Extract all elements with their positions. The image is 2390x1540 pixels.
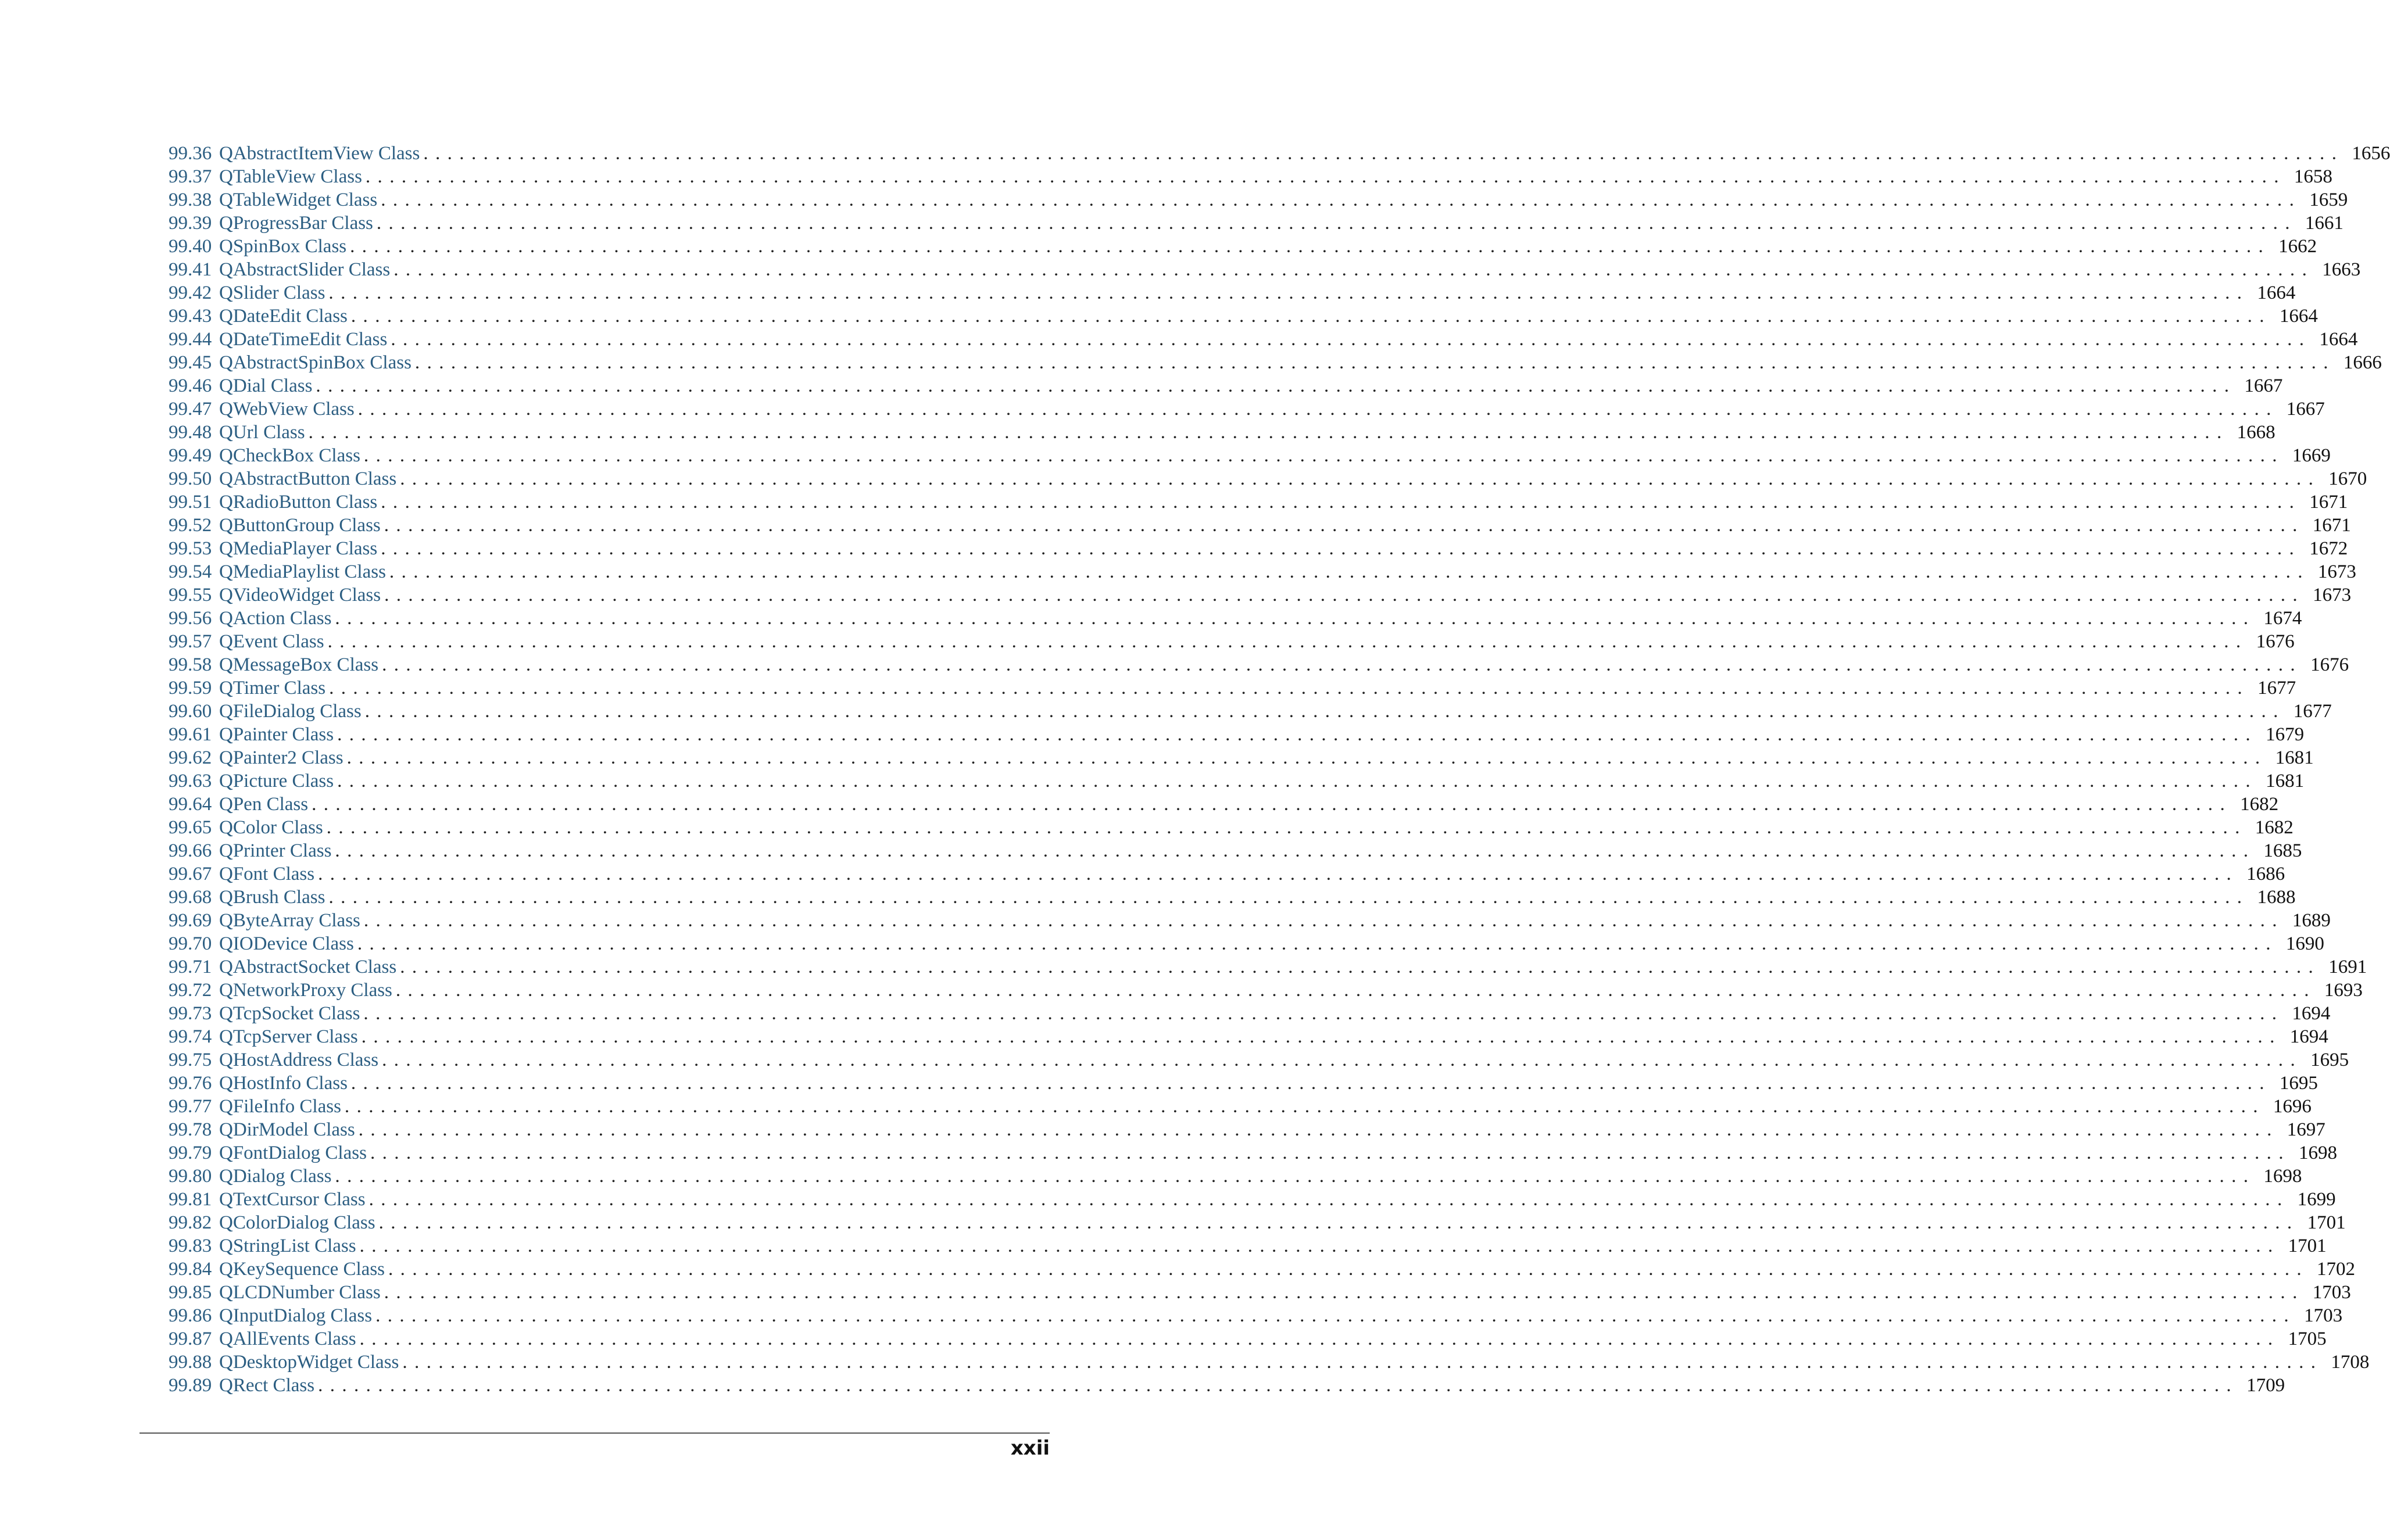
toc-entry-page[interactable]: 1701 bbox=[2288, 1235, 2327, 1256]
toc-dot-leader: ................................................................................................................................................................ bbox=[344, 1096, 2265, 1117]
toc-entry-page[interactable]: 1682 bbox=[2255, 817, 2294, 838]
toc-entry-number[interactable]: 99.77 bbox=[169, 1096, 212, 1117]
toc-entry-title-link[interactable]: QTableView Class bbox=[219, 166, 362, 187]
toc-entry-page[interactable]: 1682 bbox=[2240, 794, 2279, 815]
toc-entry[interactable] bbox=[169, 793, 2279, 816]
toc-entry-title-link[interactable]: QFileInfo Class bbox=[219, 1096, 341, 1117]
toc-entry-page[interactable]: 1701 bbox=[2307, 1212, 2346, 1233]
toc-dot-leader: ................................................................................................................................................................ bbox=[363, 445, 2284, 466]
toc-entry[interactable] bbox=[169, 1025, 2328, 1048]
toc-entry[interactable] bbox=[169, 955, 2367, 979]
toc-entry-number[interactable]: 99.63 bbox=[169, 771, 212, 792]
toc-entry-page[interactable]: 1694 bbox=[2292, 1003, 2331, 1024]
toc-entry-page[interactable]: 1693 bbox=[2324, 980, 2363, 1001]
toc-entry-title-link[interactable]: QDialog Class bbox=[219, 1166, 332, 1187]
toc-dot-leader: ................................................................................................................................................................ bbox=[335, 840, 2256, 861]
footer-divider bbox=[139, 1432, 1050, 1434]
toc-entry[interactable] bbox=[169, 1211, 2346, 1234]
toc-entry[interactable] bbox=[169, 932, 2324, 955]
toc-entry-page[interactable]: 1663 bbox=[2322, 259, 2361, 280]
toc-entry[interactable] bbox=[169, 444, 2331, 467]
toc-dot-leader: ................................................................................................................................................................ bbox=[365, 166, 2286, 187]
toc-entry-number[interactable]: 99.39 bbox=[169, 213, 212, 234]
toc-entry-number[interactable]: 99.58 bbox=[169, 654, 212, 675]
toc-dot-leader: ................................................................................................................................................................ bbox=[384, 515, 2305, 536]
toc-dot-leader: ................................................................................................................................................................ bbox=[359, 1328, 2280, 1349]
toc-entry[interactable] bbox=[169, 514, 2351, 537]
toc-entry-title-link[interactable]: QAbstractSocket Class bbox=[219, 957, 397, 977]
toc-dot-leader: ................................................................................................................................................................ bbox=[381, 538, 2302, 559]
toc-entry[interactable] bbox=[169, 1095, 2312, 1118]
toc-entry-title-link[interactable]: QColor Class bbox=[219, 817, 323, 838]
toc-entry-title-link[interactable]: QDirModel Class bbox=[219, 1119, 355, 1140]
toc-entry-title-link[interactable]: QAbstractItemView Class bbox=[219, 143, 420, 164]
toc-entry-title-link[interactable]: QSpinBox Class bbox=[219, 236, 347, 257]
toc-entry[interactable] bbox=[169, 351, 2382, 374]
toc-entry-title-link[interactable]: QAbstractButton Class bbox=[219, 468, 397, 489]
toc-dot-leader: ................................................................................................................................................................ bbox=[395, 980, 2316, 1001]
toc-entry-page[interactable]: 1668 bbox=[2237, 422, 2275, 443]
toc-entry-page[interactable]: 1703 bbox=[2312, 1282, 2351, 1303]
toc-entry[interactable] bbox=[169, 1258, 2356, 1281]
toc-dot-leader: ................................................................................................................................................................ bbox=[335, 608, 2256, 629]
toc-entry-title-link[interactable]: QEvent Class bbox=[219, 631, 324, 652]
toc-entry-number[interactable]: 99.87 bbox=[169, 1328, 212, 1349]
toc-dot-leader: ................................................................................................................................................................ bbox=[381, 492, 2302, 513]
toc-entry-page[interactable]: 1708 bbox=[2331, 1352, 2370, 1373]
toc-entry-page[interactable]: 1677 bbox=[2257, 678, 2296, 699]
toc-entry-title-link[interactable]: QTableWidget Class bbox=[219, 189, 378, 210]
toc-entry[interactable] bbox=[169, 537, 2348, 560]
toc-entry-title-link[interactable]: QTimer Class bbox=[219, 678, 326, 699]
toc-entry-number[interactable]: 99.84 bbox=[169, 1259, 212, 1280]
toc-entry[interactable] bbox=[169, 560, 2356, 583]
toc-entry-number[interactable]: 99.57 bbox=[169, 631, 212, 652]
toc-dot-leader: ................................................................................................................................................................ bbox=[350, 1073, 2271, 1094]
toc-entry-title-link[interactable]: QRect Class bbox=[219, 1375, 315, 1396]
toc-entry[interactable] bbox=[169, 1327, 2327, 1351]
toc-dot-leader: ................................................................................................................................................................ bbox=[363, 910, 2284, 931]
toc-entry-title-link[interactable]: QAbstractSpinBox Class bbox=[219, 352, 412, 373]
toc-entry[interactable] bbox=[169, 188, 2348, 212]
toc-entry-number[interactable]: 99.64 bbox=[169, 794, 212, 815]
toc-entry-number[interactable]: 99.51 bbox=[169, 492, 212, 513]
toc-dot-leader: ................................................................................................................................................................ bbox=[357, 933, 2278, 954]
toc-entry-title-link[interactable]: QTcpSocket Class bbox=[219, 1003, 360, 1024]
toc-entry[interactable] bbox=[169, 816, 2294, 839]
toc-entry-number[interactable]: 99.55 bbox=[169, 585, 212, 606]
toc-entry-number[interactable]: 99.72 bbox=[169, 980, 212, 1001]
toc-entry[interactable] bbox=[169, 839, 2302, 862]
toc-dot-leader: ................................................................................................................................................................ bbox=[382, 654, 2303, 675]
toc-dot-leader: ................................................................................................................................................................ bbox=[381, 189, 2302, 210]
toc-entry-page[interactable]: 1681 bbox=[2275, 747, 2314, 768]
toc-entry-number[interactable]: 99.43 bbox=[169, 306, 212, 327]
toc-dot-leader: ................................................................................................................................................................ bbox=[388, 1259, 2309, 1280]
toc-entry-page[interactable]: 1671 bbox=[2312, 515, 2351, 536]
toc-dot-leader: ................................................................................................................................................................ bbox=[326, 817, 2247, 838]
toc-entry-number[interactable]: 99.88 bbox=[169, 1352, 212, 1373]
toc-entry[interactable] bbox=[169, 235, 2317, 258]
toc-entry-title-link[interactable]: QFileDialog Class bbox=[219, 701, 362, 722]
toc-entry[interactable] bbox=[169, 1072, 2318, 1095]
toc-entry-number[interactable]: 99.52 bbox=[169, 515, 212, 536]
toc-dot-leader: ................................................................................................................................................................ bbox=[357, 399, 2278, 420]
toc-entry[interactable] bbox=[169, 1118, 2325, 1141]
toc-dot-leader: ................................................................................................................................................................ bbox=[335, 1166, 2256, 1187]
toc-entry-number[interactable]: 99.78 bbox=[169, 1119, 212, 1140]
toc-entry[interactable] bbox=[169, 723, 2305, 746]
toc-entry-number[interactable]: 99.70 bbox=[169, 933, 212, 954]
toc-entry-title-link[interactable]: QMediaPlaylist Class bbox=[219, 561, 386, 582]
toc-dot-leader: ................................................................................................................................................................ bbox=[337, 724, 2258, 745]
toc-entry-number[interactable]: 99.40 bbox=[169, 236, 212, 257]
toc-entry-number[interactable]: 99.81 bbox=[169, 1189, 212, 1210]
toc-dot-leader: ................................................................................................................................................................ bbox=[359, 1235, 2280, 1256]
toc-entry-title-link[interactable]: QHostInfo Class bbox=[219, 1073, 348, 1094]
toc-entry-title-link[interactable]: QDateEdit Class bbox=[219, 306, 348, 327]
toc-entry-page[interactable]: 1698 bbox=[2298, 1143, 2337, 1163]
toc-entry-page[interactable]: 1691 bbox=[2328, 957, 2367, 977]
toc-entry[interactable] bbox=[169, 886, 2296, 909]
toc-entry-number[interactable]: 99.74 bbox=[169, 1026, 212, 1047]
toc-entry-number[interactable]: 99.80 bbox=[169, 1166, 212, 1187]
toc-entry-page[interactable]: 1667 bbox=[2244, 375, 2283, 396]
toc-entry[interactable] bbox=[169, 1351, 2370, 1374]
toc-entry-number[interactable]: 99.79 bbox=[169, 1143, 212, 1163]
toc-entry-number[interactable]: 99.44 bbox=[169, 329, 212, 350]
toc-entry-number[interactable]: 99.60 bbox=[169, 701, 212, 722]
toc-entry-title-link[interactable]: QDesktopWidget Class bbox=[219, 1352, 399, 1373]
toc-entry-number[interactable]: 99.61 bbox=[169, 724, 212, 745]
toc-entry-title-link[interactable]: QPrinter Class bbox=[219, 840, 332, 861]
toc-dot-leader: ................................................................................................................................................................ bbox=[423, 143, 2344, 164]
toc-dot-leader: ................................................................................................................................................................ bbox=[368, 1189, 2289, 1210]
toc-dot-leader: ................................................................................................................................................................ bbox=[414, 352, 2335, 373]
toc-entry-title-link[interactable]: QPainter2 Class bbox=[219, 747, 344, 768]
toc-dot-leader: ................................................................................................................................................................ bbox=[316, 375, 2237, 396]
toc-entry[interactable] bbox=[169, 212, 2344, 235]
toc-entry-title-link[interactable]: QRadioButton Class bbox=[219, 492, 378, 513]
toc-entry-number[interactable]: 99.49 bbox=[169, 445, 212, 466]
toc-entry-page[interactable]: 1694 bbox=[2289, 1026, 2328, 1047]
toc-entry-title-link[interactable]: QFontDialog Class bbox=[219, 1143, 367, 1163]
toc-entry-number[interactable]: 99.59 bbox=[169, 678, 212, 699]
toc-entry-number[interactable]: 99.85 bbox=[169, 1282, 212, 1303]
toc-entry-page[interactable]: 1672 bbox=[2309, 538, 2348, 559]
toc-dot-leader: ................................................................................................................................................................ bbox=[376, 213, 2297, 234]
toc-entry-number[interactable]: 99.62 bbox=[169, 747, 212, 768]
toc-dot-leader: ................................................................................................................................................................ bbox=[370, 1143, 2291, 1163]
toc-dot-leader: ................................................................................................................................................................ bbox=[312, 794, 2232, 815]
toc-dot-leader: ................................................................................................................................................................ bbox=[393, 259, 2314, 280]
toc-entry-page[interactable]: 1688 bbox=[2257, 887, 2296, 908]
toc-dot-leader: ................................................................................................................................................................ bbox=[329, 678, 2250, 699]
toc-entry-page[interactable]: 1702 bbox=[2317, 1259, 2356, 1280]
toc-entry[interactable] bbox=[169, 979, 2363, 1002]
toc-entry-title-link[interactable]: QProgressBar Class bbox=[219, 213, 373, 234]
toc-entry-title-link[interactable]: QButtonGroup Class bbox=[219, 515, 381, 536]
toc-entry[interactable] bbox=[169, 1188, 2336, 1211]
toc-entry[interactable] bbox=[169, 1002, 2331, 1025]
toc-entry[interactable] bbox=[169, 862, 2285, 886]
toc-dot-leader: ................................................................................................................................................................ bbox=[358, 1119, 2279, 1140]
toc-dot-leader: ................................................................................................................................................................ bbox=[350, 306, 2271, 327]
toc-entry-number[interactable]: 99.42 bbox=[169, 282, 212, 303]
toc-entry-title-link[interactable]: QDial Class bbox=[219, 375, 313, 396]
toc-entry-page[interactable]: 1685 bbox=[2263, 840, 2302, 861]
toc-entry-page[interactable]: 1677 bbox=[2293, 701, 2332, 722]
toc-entry-page[interactable]: 1662 bbox=[2278, 236, 2317, 257]
toc-entry-title-link[interactable]: QStringList Class bbox=[219, 1235, 356, 1256]
toc-dot-leader: ................................................................................................................................................................ bbox=[328, 887, 2249, 908]
toc-entry-page[interactable]: 1697 bbox=[2287, 1119, 2325, 1140]
toc-entry-page[interactable]: 1673 bbox=[2313, 585, 2352, 606]
toc-entry-page[interactable]: 1695 bbox=[2279, 1073, 2318, 1094]
toc-entry-number[interactable]: 99.76 bbox=[169, 1073, 212, 1094]
toc-entry[interactable] bbox=[169, 1165, 2302, 1188]
toc-entry[interactable] bbox=[169, 165, 2332, 188]
toc-dot-leader: ................................................................................................................................................................ bbox=[346, 747, 2267, 768]
toc-dot-leader: ................................................................................................................................................................ bbox=[318, 864, 2239, 884]
toc-entry-title-link[interactable]: QAbstractSlider Class bbox=[219, 259, 391, 280]
toc-entry-page[interactable]: 1661 bbox=[2305, 213, 2344, 234]
toc-entry-title-link[interactable]: QBrush Class bbox=[219, 887, 325, 908]
toc-entry[interactable] bbox=[169, 909, 2331, 932]
toc-entry-number[interactable]: 99.53 bbox=[169, 538, 212, 559]
toc-dot-leader: ................................................................................................................................................................ bbox=[361, 1026, 2282, 1047]
toc-entry-page[interactable]: 1709 bbox=[2246, 1375, 2285, 1396]
toc-entry-number[interactable]: 99.83 bbox=[169, 1235, 212, 1256]
toc-entry[interactable] bbox=[169, 1374, 2285, 1397]
toc-entry-title-link[interactable]: QPicture Class bbox=[219, 771, 334, 792]
toc-entry-title-link[interactable]: QKeySequence Class bbox=[219, 1259, 385, 1280]
toc-entry[interactable] bbox=[169, 1048, 2349, 1072]
toc-entry-title-link[interactable]: QUrl Class bbox=[219, 422, 305, 443]
toc-entry-page[interactable]: 1681 bbox=[2266, 771, 2305, 792]
toc-entry-number[interactable]: 99.86 bbox=[169, 1305, 212, 1326]
toc-dot-leader: ................................................................................................................................................................ bbox=[378, 1212, 2299, 1233]
toc-entry-title-link[interactable]: QPainter Class bbox=[219, 724, 334, 745]
toc-entry-number[interactable]: 99.75 bbox=[169, 1050, 212, 1070]
toc-entry-number[interactable]: 99.66 bbox=[169, 840, 212, 861]
toc-entry-page[interactable]: 1659 bbox=[2309, 189, 2348, 210]
toc-entry-page[interactable]: 1667 bbox=[2286, 399, 2325, 420]
toc-entry-page[interactable]: 1664 bbox=[2257, 282, 2296, 303]
toc-entry-title-link[interactable]: QMediaPlayer Class bbox=[219, 538, 378, 559]
toc-entry[interactable] bbox=[169, 397, 2325, 421]
toc-dot-leader: ................................................................................................................................................................ bbox=[318, 1375, 2239, 1396]
toc-dot-leader: ................................................................................................................................................................ bbox=[400, 957, 2321, 977]
toc-dot-leader: ................................................................................................................................................................ bbox=[308, 422, 2229, 443]
toc-dot-leader: ................................................................................................................................................................ bbox=[384, 1282, 2305, 1303]
toc-entry[interactable] bbox=[169, 374, 2283, 397]
toc-entry[interactable] bbox=[169, 1141, 2337, 1165]
toc-entry-page[interactable]: 1673 bbox=[2317, 561, 2356, 582]
toc-entry-page[interactable]: 1705 bbox=[2288, 1328, 2327, 1349]
toc-entry-number[interactable]: 99.54 bbox=[169, 561, 212, 582]
toc-dot-leader: ................................................................................................................................................................ bbox=[350, 236, 2271, 257]
toc-entry-title-link[interactable]: QFont Class bbox=[219, 864, 315, 884]
toc-entry-number[interactable]: 99.69 bbox=[169, 910, 212, 931]
toc-dot-leader: ................................................................................................................................................................ bbox=[337, 771, 2258, 792]
toc-entry[interactable] bbox=[169, 583, 2352, 607]
toc-entry-title-link[interactable]: QInputDialog Class bbox=[219, 1305, 373, 1326]
toc-entry-title-link[interactable]: QDateTimeEdit Class bbox=[219, 329, 388, 350]
toc-entry[interactable] bbox=[169, 769, 2305, 793]
toc-entry-page[interactable]: 1666 bbox=[2343, 352, 2382, 373]
toc-entry-page[interactable]: 1676 bbox=[2310, 654, 2349, 675]
toc-entry[interactable] bbox=[169, 281, 2296, 305]
toc-entry-number[interactable]: 99.89 bbox=[169, 1375, 212, 1396]
toc-entry-title-link[interactable]: QSlider Class bbox=[219, 282, 325, 303]
toc-entry-number[interactable]: 99.65 bbox=[169, 817, 212, 838]
toc-entry[interactable] bbox=[169, 653, 2349, 676]
toc-entry-number[interactable]: 99.45 bbox=[169, 352, 212, 373]
toc-entry-page[interactable]: 1656 bbox=[2352, 143, 2390, 164]
toc-entry-title-link[interactable]: QIODevice Class bbox=[219, 933, 354, 954]
toc-entry-page[interactable]: 1689 bbox=[2292, 910, 2331, 931]
toc-dot-leader: ................................................................................................................................................................ bbox=[375, 1305, 2296, 1326]
toc-entry-page[interactable]: 1669 bbox=[2292, 445, 2331, 466]
toc-entry-page[interactable]: 1695 bbox=[2310, 1050, 2349, 1070]
toc-entry-title-link[interactable]: QTcpServer Class bbox=[219, 1026, 358, 1047]
toc-entry-page[interactable]: 1686 bbox=[2246, 864, 2285, 884]
toc-entry[interactable] bbox=[169, 421, 2275, 444]
toc-entry-number[interactable]: 99.36 bbox=[169, 143, 212, 164]
toc-dot-leader: ................................................................................................................................................................ bbox=[389, 561, 2310, 582]
toc-entry-title-link[interactable]: QPen Class bbox=[219, 794, 309, 815]
toc-entry-number[interactable]: 99.41 bbox=[169, 259, 212, 280]
toc-entry-title-link[interactable]: QTextCursor Class bbox=[219, 1189, 366, 1210]
toc-dot-leader: ................................................................................................................................................................ bbox=[384, 585, 2305, 606]
toc-dot-leader: ................................................................................................................................................................ bbox=[391, 329, 2312, 350]
toc-entry-title-link[interactable]: QMessageBox Class bbox=[219, 654, 379, 675]
toc-entry[interactable] bbox=[169, 676, 2296, 700]
toc-entry-title-link[interactable]: QHostAddress Class bbox=[219, 1050, 379, 1070]
toc-entry[interactable] bbox=[169, 630, 2295, 653]
toc-entry-number[interactable]: 99.73 bbox=[169, 1003, 212, 1024]
toc-entry[interactable] bbox=[169, 1234, 2327, 1258]
toc-entry-page[interactable]: 1658 bbox=[2294, 166, 2332, 187]
toc-entry-number[interactable]: 99.37 bbox=[169, 166, 212, 187]
toc-entry[interactable] bbox=[169, 328, 2358, 351]
toc-entry-title-link[interactable]: QAllEvents Class bbox=[219, 1328, 356, 1349]
toc-dot-leader: ................................................................................................................................................................ bbox=[364, 701, 2285, 722]
toc-entry[interactable] bbox=[169, 467, 2367, 490]
toc-entry-title-link[interactable]: QByteArray Class bbox=[219, 910, 360, 931]
toc-entry-page[interactable]: 1699 bbox=[2297, 1189, 2336, 1210]
toc-dot-leader: ................................................................................................................................................................ bbox=[328, 282, 2249, 303]
toc-entry-number[interactable]: 99.46 bbox=[169, 375, 212, 396]
toc-entry-number[interactable]: 99.67 bbox=[169, 864, 212, 884]
toc-entry-number[interactable]: 99.38 bbox=[169, 189, 212, 210]
toc-dot-leader: ................................................................................................................................................................ bbox=[402, 1352, 2323, 1373]
toc-dot-leader: ................................................................................................................................................................ bbox=[363, 1003, 2284, 1024]
toc-entry[interactable] bbox=[169, 1281, 2351, 1304]
toc-entry-title-link[interactable]: QWebView Class bbox=[219, 399, 355, 420]
toc-entry-page[interactable]: 1664 bbox=[2279, 306, 2318, 327]
toc-entry-page[interactable]: 1676 bbox=[2256, 631, 2295, 652]
toc-entry[interactable] bbox=[169, 142, 2390, 165]
toc-dot-leader: ................................................................................................................................................................ bbox=[327, 631, 2248, 652]
toc-entry[interactable] bbox=[169, 258, 2361, 281]
toc-entry-title-link[interactable]: QNetworkProxy Class bbox=[219, 980, 392, 1001]
toc-entry-page[interactable]: 1664 bbox=[2319, 329, 2358, 350]
table-of-contents bbox=[169, 142, 2390, 1397]
toc-entry-page[interactable]: 1690 bbox=[2285, 933, 2324, 954]
toc-entry[interactable] bbox=[169, 305, 2318, 328]
toc-entry-number[interactable]: 99.48 bbox=[169, 422, 212, 443]
toc-entry-page[interactable]: 1674 bbox=[2263, 608, 2302, 629]
toc-entry-page[interactable]: 1679 bbox=[2266, 724, 2305, 745]
toc-entry[interactable] bbox=[169, 490, 2348, 514]
toc-entry[interactable] bbox=[169, 700, 2332, 723]
toc-entry-page[interactable]: 1671 bbox=[2309, 492, 2348, 513]
toc-entry-number[interactable]: 99.71 bbox=[169, 957, 212, 977]
toc-entry-number[interactable]: 99.68 bbox=[169, 887, 212, 908]
toc-entry-page[interactable]: 1698 bbox=[2263, 1166, 2302, 1187]
toc-dot-leader: ................................................................................................................................................................ bbox=[382, 1050, 2303, 1070]
toc-entry-title-link[interactable]: QCheckBox Class bbox=[219, 445, 360, 466]
toc-entry-title-link[interactable]: QVideoWidget Class bbox=[219, 585, 381, 606]
page-number: xxii bbox=[1010, 1437, 1050, 1460]
toc-entry-number[interactable]: 99.56 bbox=[169, 608, 212, 629]
toc-entry-title-link[interactable]: QColorDialog Class bbox=[219, 1212, 375, 1233]
toc-entry-page[interactable]: 1703 bbox=[2304, 1305, 2343, 1326]
toc-entry-title-link[interactable]: QLCDNumber Class bbox=[219, 1282, 381, 1303]
toc-entry[interactable] bbox=[169, 1304, 2343, 1327]
toc-entry[interactable] bbox=[169, 746, 2314, 769]
toc-entry-page[interactable]: 1696 bbox=[2273, 1096, 2312, 1117]
toc-entry-title-link[interactable]: QAction Class bbox=[219, 608, 332, 629]
toc-entry-number[interactable]: 99.82 bbox=[169, 1212, 212, 1233]
toc-dot-leader: ................................................................................................................................................................ bbox=[400, 468, 2321, 489]
toc-entry[interactable] bbox=[169, 607, 2302, 630]
toc-entry-page[interactable]: 1670 bbox=[2328, 468, 2367, 489]
toc-entry-number[interactable]: 99.50 bbox=[169, 468, 212, 489]
toc-entry-number[interactable]: 99.47 bbox=[169, 399, 212, 420]
